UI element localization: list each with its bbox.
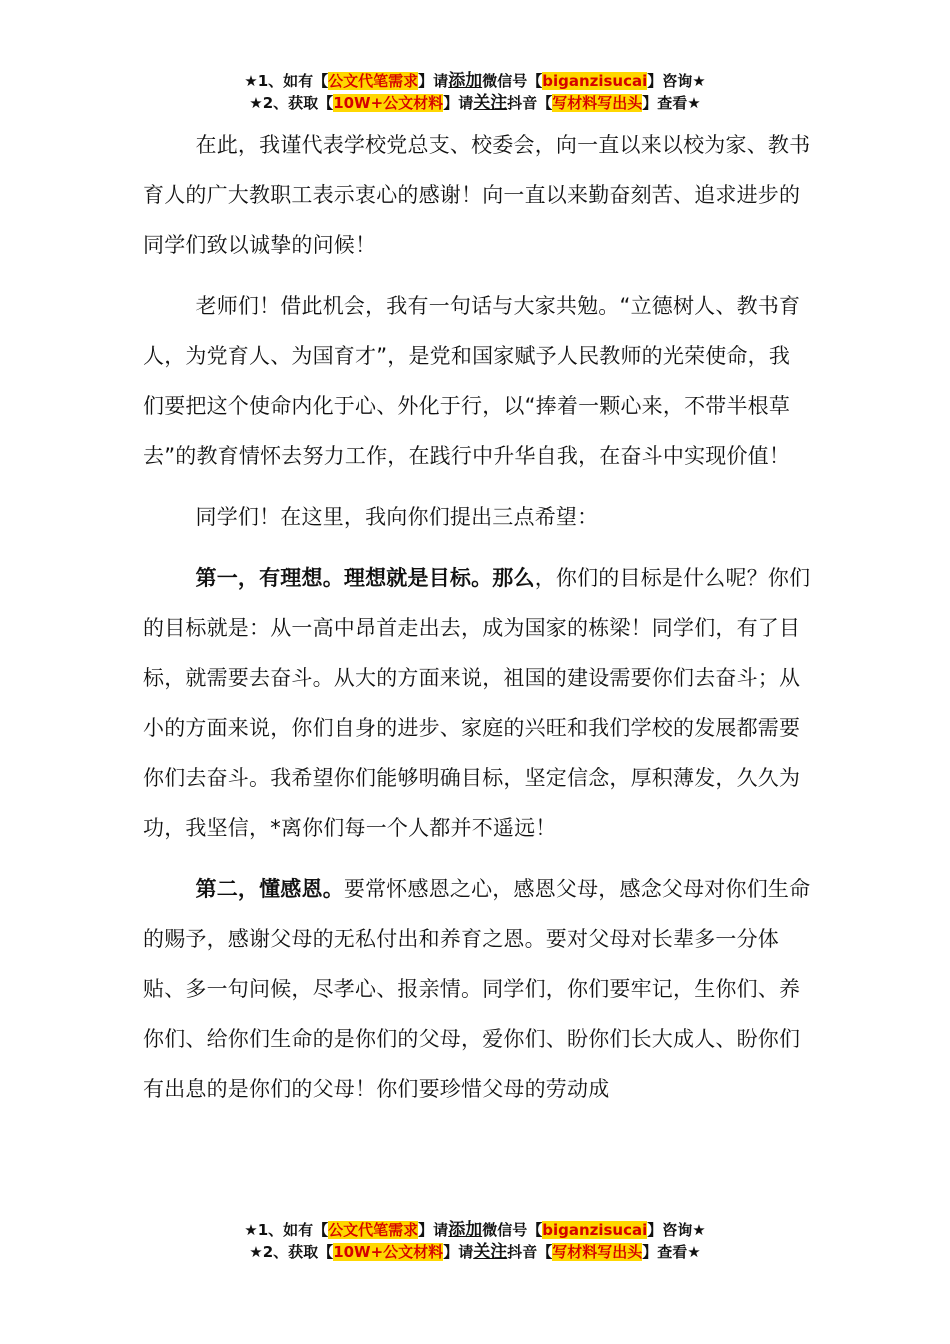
paragraph-5-text: 要常怀感恩之心，感恩父母，感念父母对你们生命的赐予，感谢父母的无私付出和养育之恩。要对父母对长辈多一分体贴、多一句问候，尽孝心、报亲情。同学们，你们要牢记，生你们、养你们、给你们生命的是你们的父母，爱你们、盼你们长大成人、盼你们有出息的是你们的父母！你们要珍惜父母的劳动成 <box>143 877 811 1101</box>
paragraph-3: 同学们！在这里，我向你们提出三点希望： <box>195 505 599 529</box>
banner-text: ★2、获取【 <box>249 94 334 112</box>
banner-text: 】请 <box>443 94 474 112</box>
paragraph-4 <box>143 553 811 853</box>
banner-text: 抖音【 <box>507 1243 553 1261</box>
banner-emphasis: 添加 <box>448 1220 483 1240</box>
paragraph-1: 在此，我谨代表学校党总支、校委会，向一直以来以校为家、教书育人的广大教职工表示衷心的感谢！向一直以来勤奋刻苦、追求进步的同学们致以诚挚的问候！ <box>143 133 811 257</box>
banner-highlight: 公文代笔需求 <box>328 72 419 90</box>
banner-highlight: 写材料写出头 <box>552 1243 643 1261</box>
banner-text: 】请 <box>443 1243 474 1261</box>
paragraph-4-text: ，你们的目标是什么呢？你们的目标就是：从一高中昂首走出去，成为国家的栋梁！同学们，有了目标，就需要去奋斗。从大的方面来说，祖国的建设需要你们去奋斗；从小的方面来说，你们自身的进步、家庭的兴旺和我们学校的发展都需要你们去奋斗。我希望你们能够明确目标，坚定信念，厚积薄发，久久为功，我坚信，*离你们每一个人都并不遥远！ <box>143 566 811 840</box>
banner-highlight: 10W+公文材料 <box>333 1243 444 1261</box>
banner-highlight: biganzisucai <box>542 72 648 90</box>
header-banner <box>0 70 950 114</box>
banner-text: 】查看★ <box>642 1243 701 1261</box>
banner-text: 】查看★ <box>642 94 701 112</box>
banner-highlight: 公文代笔需求 <box>328 1221 419 1239</box>
banner-text: 】咨询★ <box>647 1221 706 1239</box>
banner-highlight: biganzisucai <box>542 1221 648 1239</box>
paragraph-5 <box>143 864 811 1114</box>
footer-banner <box>0 1219 950 1263</box>
banner-text: 】请 <box>418 1221 449 1239</box>
banner-emphasis: 关注 <box>473 1242 508 1262</box>
banner-text: ★1、如有【 <box>244 1221 329 1239</box>
banner-text: 】咨询★ <box>647 72 706 90</box>
paragraph-2: 老师们！借此机会，我有一句话与大家共勉。“立德树人、教书育人，为党育人、为国育才”，是党和国家赋予人民教师的光荣使命，我们要把这个使命内化于心、外化于行，以“捧着一颗心来，不带半根草去”的教育情怀去努力工作，在践行中升华自我，在奋斗中实现价值！ <box>143 294 801 468</box>
banner-emphasis: 关注 <box>473 93 508 113</box>
banner-line-2 <box>0 92 950 114</box>
banner-line-2 <box>0 1241 950 1263</box>
banner-highlight: 写材料写出头 <box>552 94 643 112</box>
paragraph-5-heading: 第二，懂感恩。 <box>195 877 344 901</box>
banner-text: ★1、如有【 <box>244 72 329 90</box>
banner-text: 】请 <box>418 72 449 90</box>
banner-text: 微信号【 <box>482 72 543 90</box>
banner-highlight: 10W+公文材料 <box>333 94 444 112</box>
banner-text: 微信号【 <box>482 1221 543 1239</box>
banner-text: ★2、获取【 <box>249 1243 334 1261</box>
document-body <box>143 120 811 1125</box>
banner-line-1 <box>0 70 950 92</box>
banner-text: 抖音【 <box>507 94 553 112</box>
banner-emphasis: 添加 <box>448 71 483 91</box>
paragraph-4-heading: 第一，有理想。理想就是目标。那么 <box>195 566 535 590</box>
banner-line-1 <box>0 1219 950 1241</box>
